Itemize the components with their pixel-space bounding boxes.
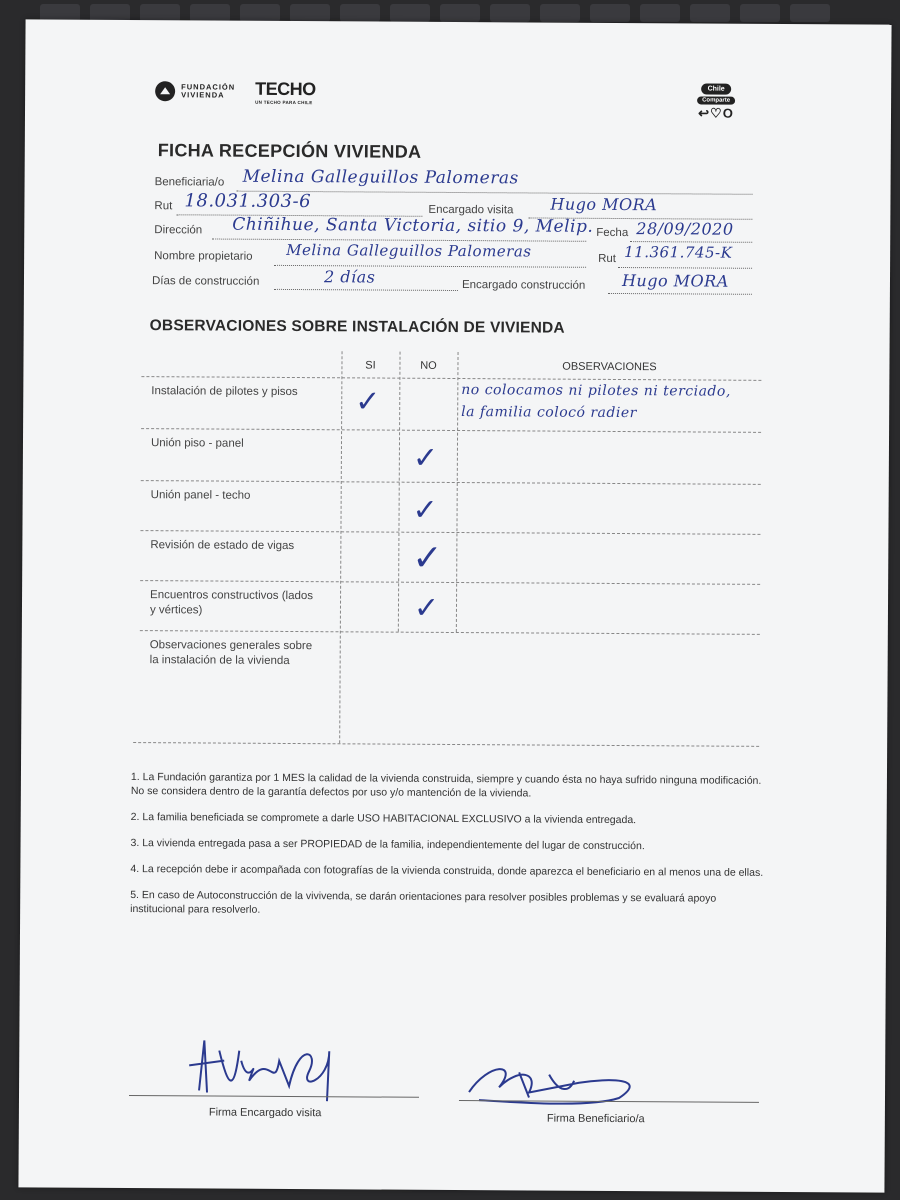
encargado-construccion-value: Hugo MORA — [621, 271, 729, 291]
techo-logo — [255, 79, 316, 105]
observations-table — [139, 350, 761, 746]
dias-value: 2 días — [323, 267, 376, 287]
term-item: 2. La familia beneficiada se compromete a darle USO HABITACIONAL EXCLUSIVO a la vivienda entregada. — [130, 811, 637, 827]
term-item: 4. La recepción debe ir acompañada con fotografías de la vivienda construida, donde aparezca el beneficiario en al menos una de ellas. — [130, 863, 764, 879]
table-divider-v3 — [456, 352, 459, 632]
chile-comparte-badge — [697, 83, 735, 119]
check-mark-no-piso-panel: ✓ — [412, 440, 439, 476]
direccion-label: Dirección — [154, 224, 203, 237]
term-item: 3. La vivienda entregada pasa a ser PROPIEDAD de la familia, independientemente del lugar de construcción. — [130, 837, 645, 853]
check-mark-no-encuentros: ✓ — [413, 590, 440, 626]
signature-encargado-visita — [179, 1030, 359, 1111]
techo-logo-tagline: UN TECHO PARA CHILE — [255, 99, 313, 106]
badge-top: Chile — [702, 83, 731, 94]
rut2-label: Rut — [598, 252, 617, 265]
fundacion-logo-line1: FUNDACIÓN — [181, 82, 236, 92]
obs-pilotes-line1: no colocamos ni pilotes ni terciado, — [461, 382, 731, 400]
row-label-vigas: Revisión de estado de vigas — [150, 539, 295, 553]
title-rest: RECEPCIÓN VIVIENDA — [213, 140, 422, 162]
encargado-visita-label: Encargado visita — [428, 203, 514, 217]
signature-label-left: Firma Encargado visita — [208, 1106, 322, 1120]
row-label-encuentros: Encuentros constructivos (lados y vértices) — [149, 589, 314, 617]
techo-logo-word: TECHO — [255, 78, 316, 100]
check-mark-si-pilotes: ✓ — [355, 384, 381, 420]
table-rule — [141, 376, 761, 381]
table-divider-v2 — [398, 352, 401, 632]
propietario-value: Melina Galleguillos Palomeras — [286, 240, 532, 261]
table-rule — [141, 480, 761, 485]
fundacion-vivienda-logo — [155, 81, 235, 101]
propietario-label: Nombre propietario — [154, 250, 253, 263]
row-label-piso-panel: Unión piso - panel — [150, 437, 244, 450]
terms-list — [130, 770, 771, 932]
badge-symbols-icon: ↩♡O — [698, 105, 734, 121]
term-item: 1. La Fundación garantiza por 1 MES la calidad de la vivienda construida, siempre y cuando ésta no haya sufrido ninguna modificación. No se considera dentro de la garantía defectos por uso y/o mantención de la vivienda. — [130, 771, 762, 800]
header-no: NO — [420, 359, 437, 372]
dias-label: Días de construcción — [151, 275, 260, 288]
row-label-pilotes: Instalación de pilotes y pisos — [151, 385, 298, 399]
fecha-value: 28/09/2020 — [636, 219, 734, 239]
section-title: OBSERVACIONES SOBRE INSTALACIÓN DE VIVIENDA — [149, 317, 565, 337]
direccion-value: Chiñihue, Santa Victoria, sitio 9, Melip. — [232, 214, 594, 237]
fundacion-logo-line2: VIVIENDA — [181, 90, 225, 100]
obs-pilotes-line2: la familia colocó radier — [461, 404, 637, 422]
beneficiario-label: Beneficiaria/o — [154, 176, 225, 189]
table-rule — [140, 630, 760, 635]
rut-label: Rut — [154, 200, 173, 213]
signature-beneficiario — [459, 1052, 659, 1113]
signature-label-right: Firma Beneficiario/a — [546, 1112, 645, 1126]
table-rule — [133, 742, 759, 747]
table-rule — [141, 428, 761, 433]
propietario-line — [274, 265, 586, 268]
row-label-panel-techo: Unión panel - techo — [150, 489, 251, 502]
rut2-line — [618, 267, 752, 269]
beneficiario-value: Melina Galleguillos Palomeras — [242, 166, 519, 189]
rut2-value: 11.361.745-K — [624, 243, 733, 262]
check-mark-no-vigas: ✓ — [412, 537, 443, 579]
term-item: 5. En caso de Autoconstrucción de la vivivenda, se darán orientaciones para resolver posibles problemas y se evaluará apoyo institucional para resolverlo. — [130, 889, 717, 916]
rut-value: 18.031.303-6 — [184, 190, 312, 213]
document-sheet — [18, 19, 891, 1192]
encargado-visita-value: Hugo MORA — [550, 194, 658, 215]
header-si: SI — [365, 359, 376, 372]
title-bold: FICHA — [157, 140, 214, 161]
dias-line — [274, 289, 458, 291]
table-rule — [140, 580, 760, 585]
table-divider-v1 — [339, 351, 342, 743]
table-rule — [140, 530, 760, 535]
fundacion-mark-icon — [155, 81, 175, 101]
encargado-construccion-label: Encargado construcción — [461, 279, 586, 292]
page-title — [158, 140, 422, 163]
header-observaciones: OBSERVACIONES — [562, 360, 657, 374]
beneficiario-line — [237, 191, 753, 195]
fecha-label: Fecha — [596, 226, 629, 240]
row-label-observaciones-generales: Observaciones generales sobre la instalación de la vivienda — [149, 639, 313, 667]
encargado-construccion-line — [608, 293, 752, 295]
badge-middle: Comparte — [697, 96, 735, 104]
logo-row — [155, 78, 316, 105]
check-mark-no-panel-techo: ✓ — [412, 492, 438, 528]
